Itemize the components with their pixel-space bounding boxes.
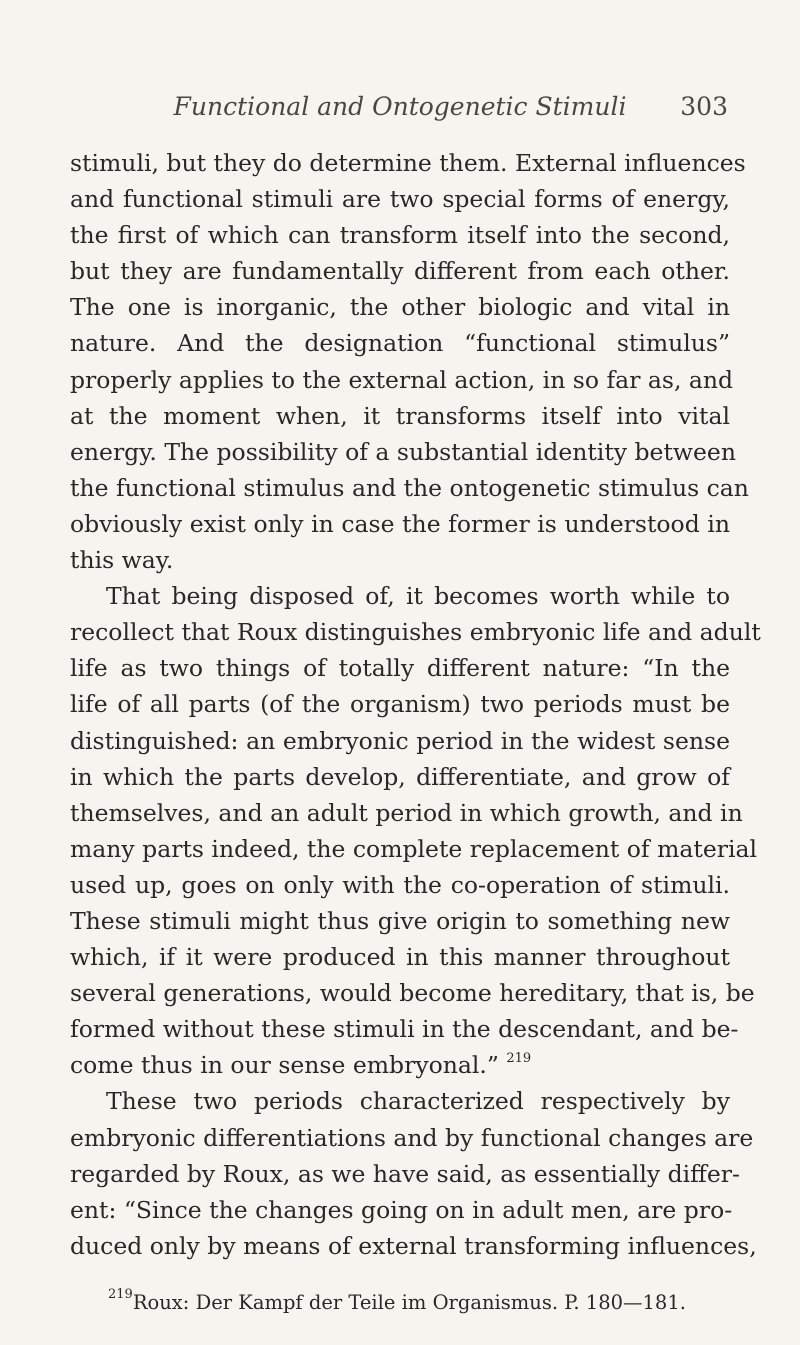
text-line: used up, goes on only with the co-operation of stimuli.	[70, 870, 730, 899]
text-line: These stimuli might thus give origin to something new	[70, 906, 730, 935]
text-line: this way.	[70, 546, 174, 575]
text-line: which, if it were produced in this manner throughout	[70, 943, 730, 972]
text-line: the first of which can transform itself into the second,	[70, 221, 730, 250]
text-line: life as two things of totally different nature: “In the	[70, 654, 730, 683]
text-line: energy. The possibility of a substantial identity between	[70, 437, 736, 466]
text-line-with-footnote-ref	[70, 1047, 730, 1083]
text-line: stimuli, but they do determine them. External influences	[70, 149, 746, 177]
text-line: properly applies to the external action, in so far as, and	[70, 365, 734, 394]
text-line: themselves, and an adult period in which growth, and in	[70, 798, 743, 827]
footnote-reference: 219	[506, 1051, 532, 1067]
text-line: but they are fundamentally different from each other.	[70, 257, 730, 286]
text-line: distinguished: an embryonic period in the widest sense	[70, 726, 730, 755]
text-line: duced only by means of external transforming influences,	[70, 1231, 757, 1260]
footnote	[108, 1287, 728, 1314]
text-line: These two periods characterized respectively by	[106, 1087, 730, 1116]
page-number: 303	[680, 92, 728, 121]
text-line: formed without these stimuli in the descendant, and be-	[70, 1015, 739, 1044]
text-line: the functional stimulus and the ontogenetic stimulus can	[70, 473, 749, 502]
text-line: nature. And the designation “functional stimulus”	[70, 329, 730, 358]
text-line: That being disposed of, it becomes worth while to	[106, 582, 730, 611]
body-text	[70, 145, 761, 1264]
text-line: in which the parts develop, differentiate, and grow of	[70, 762, 730, 791]
footnote-text: Roux: Der Kampf der Teile im Organismus. P. 180—181.	[132, 1291, 686, 1314]
text-line: and functional stimuli are two special forms of energy,	[70, 185, 730, 214]
text-line: obviously exist only in case the former is understood in	[70, 509, 730, 538]
text-line: recollect that Roux distinguishes embryonic life and adult	[70, 618, 761, 647]
text-line: many parts indeed, the complete replacement of material	[70, 834, 758, 863]
text-line: The one is inorganic, the other biologic and vital in	[70, 293, 730, 322]
running-head	[70, 92, 730, 140]
text-line: embryonic differentiations and by functional changes are	[70, 1123, 754, 1152]
running-head-title: Functional and Ontogenetic Stimuli	[173, 92, 627, 121]
text-line-content: come thus in our sense embryonal.”	[70, 1051, 499, 1080]
text-line: life of all parts (of the organism) two periods must be	[70, 690, 730, 719]
text-line: at the moment when, it transforms itself into vital	[70, 401, 730, 430]
text-line: several generations, would become hereditary, that is, be	[70, 979, 755, 1008]
text-line: ent: “Since the changes going on in adult men, are pro-	[70, 1195, 733, 1224]
text-line: regarded by Roux, as we have said, as essentially differ-	[70, 1159, 740, 1188]
footnote-number: 219	[108, 1287, 133, 1302]
